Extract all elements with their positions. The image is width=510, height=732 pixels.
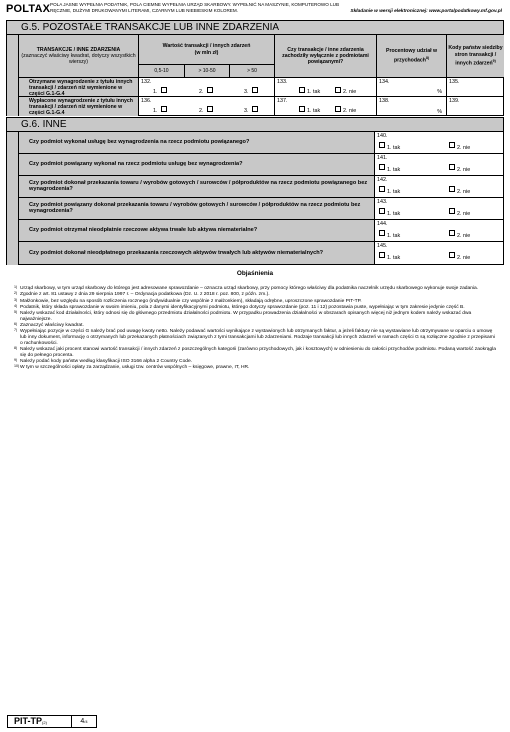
col-header-share bbox=[377, 35, 447, 78]
question-answer bbox=[375, 242, 504, 264]
yes-label: 1. tak bbox=[387, 255, 401, 261]
field-number: 141. bbox=[377, 155, 388, 161]
col-countries-sup: 9) bbox=[492, 58, 496, 63]
note-text: Zaznaczyć właściwy kwadrat. bbox=[20, 323, 84, 329]
checkbox-yes[interactable] bbox=[379, 142, 385, 148]
checkbox-no[interactable] bbox=[449, 164, 455, 170]
col-header-related bbox=[275, 35, 377, 78]
yes-label: 1. tak bbox=[307, 108, 321, 114]
no-label: 2. nie bbox=[343, 108, 357, 114]
checkbox-range-1[interactable] bbox=[161, 106, 167, 112]
checkbox-range-2[interactable] bbox=[207, 106, 213, 112]
brand-logo: POLTAX bbox=[6, 3, 51, 15]
no-label: 2. nie bbox=[343, 89, 357, 95]
note-number: 7) bbox=[14, 328, 18, 333]
note-number: 4) bbox=[14, 303, 18, 308]
col-share-sup: 8) bbox=[425, 55, 430, 60]
question-text: Czy podmiot dokonał nieodpłatnego przekazania rzeczowych aktywów trwałych lub aktywów niematerialnych? bbox=[19, 242, 375, 264]
checkbox-yes[interactable] bbox=[379, 186, 385, 192]
note-number: 8) bbox=[14, 346, 18, 351]
question-row bbox=[19, 132, 504, 154]
note-text: Urząd skarbowy, w tym urząd skarbowy do którego jest adresowane sprawozdanie – oznacza urząd skarbowy, przy pomocy którego właściwy dla podatnika naczelnik urzędu skarbowego wykonuje swoje zadania. bbox=[20, 286, 479, 291]
g5-row-paid-share[interactable] bbox=[377, 97, 447, 116]
note-item bbox=[14, 365, 496, 371]
yes-label: 1. tak bbox=[387, 211, 401, 217]
section-g5-title: G.5. POZOSTAŁE TRANSAKCJE LUB INNE ZDARZENIA bbox=[7, 21, 503, 35]
form-version: (2) bbox=[42, 720, 47, 725]
yes-label: 1. tak bbox=[387, 189, 401, 195]
checkbox-no[interactable] bbox=[449, 208, 455, 214]
option-label: 2. bbox=[199, 108, 204, 114]
field-number: 132. bbox=[141, 79, 152, 85]
col-value-label: Wartość transakcji / innych zdarzeń bbox=[162, 43, 251, 50]
field-number: 134. bbox=[379, 79, 390, 85]
g5-row-paid-countries[interactable] bbox=[447, 97, 504, 116]
checkbox-no[interactable] bbox=[449, 186, 455, 192]
g5-row-received-share[interactable] bbox=[377, 78, 447, 97]
option-label: 3. bbox=[244, 108, 249, 114]
checkbox-yes[interactable] bbox=[379, 230, 385, 236]
note-item bbox=[14, 286, 496, 292]
checkbox-yes[interactable] bbox=[379, 164, 385, 170]
note-number: 2) bbox=[14, 291, 18, 296]
g5-row-paid-related bbox=[275, 97, 377, 116]
question-row bbox=[19, 198, 504, 220]
checkbox-range-3[interactable] bbox=[252, 87, 258, 93]
field-number: 142. bbox=[377, 177, 388, 183]
question-text: Czy podmiot dokonał przekazania towaru / wyrobów gotowych / surowców / półproduktów na rzecz podmiotu powiązanego bez wynagrodzenia? bbox=[19, 176, 375, 197]
note-item bbox=[14, 311, 496, 322]
section-g5 bbox=[6, 20, 504, 116]
g5-row-paid-label: Wypłacone wynagrodzenie z tytułu innych transakcji / zdarzeń niż wymienione w części G.1-G.4 bbox=[19, 97, 139, 116]
question-row bbox=[19, 154, 504, 176]
field-number: 143. bbox=[377, 199, 388, 205]
col-value-sub: (w mln zł) bbox=[194, 49, 219, 56]
note-number: 10) bbox=[14, 364, 20, 369]
percent-sign: % bbox=[437, 89, 442, 95]
note-number: 1) bbox=[14, 285, 18, 289]
note-item bbox=[14, 329, 496, 346]
question-text: Czy podmiot powiązany wykonał na rzecz podmiotu usługę bez wynagrodzenia? bbox=[19, 154, 375, 175]
question-answer bbox=[375, 132, 504, 153]
checkbox-range-3[interactable] bbox=[252, 106, 258, 112]
section-side-bar bbox=[7, 35, 19, 116]
yes-label: 1. tak bbox=[307, 89, 321, 95]
col-header-value bbox=[139, 35, 275, 65]
percent-sign: % bbox=[437, 109, 442, 115]
note-item bbox=[14, 292, 496, 298]
question-text: Czy podmiot wykonał usługę bez wynagrodzenia na rzecz podmiotu powiązanego? bbox=[19, 132, 375, 153]
checkbox-no[interactable] bbox=[335, 87, 341, 93]
note-text: Podatnik, który składa sprawozdanie w swoim imieniu, pola z danymi identyfikacyjnymi podmiotu, którego dotyczy sprawozdanie (poz. 11 i 12) pozostawia puste, wypełniając w tym zakresie jedynie część B. bbox=[20, 304, 465, 310]
option-label: 1. bbox=[153, 108, 158, 114]
question-answer bbox=[375, 220, 504, 241]
col-type-label: TRANSAKCJE / INNE ZDARZENIA bbox=[36, 46, 121, 53]
note-text: W tym w szczególności opłaty za zarządzanie, usługi tzw. centrów wspólnych – księgowe, prawne, IT, HR. bbox=[20, 365, 250, 371]
checkbox-no[interactable] bbox=[449, 230, 455, 236]
notes-title: Objaśnienia bbox=[236, 270, 274, 277]
no-label: 2. nie bbox=[457, 255, 471, 261]
electronic-filing-note: Składanie w wersji elektronicznej: www.portalpodatkowy.mf.gov.pl bbox=[350, 9, 502, 14]
col-header-type bbox=[19, 35, 139, 78]
range-1: 0,5-10 bbox=[139, 65, 185, 78]
yes-label: 1. tak bbox=[387, 167, 401, 173]
field-number: 139. bbox=[449, 98, 460, 104]
yes-label: 1. tak bbox=[387, 145, 401, 151]
yes-label: 1. tak bbox=[387, 233, 401, 239]
page-current: 4 bbox=[80, 718, 85, 725]
note-text: Wypełniając pozycje w części G należy brać pod uwagę kwoty netto. Należy podawać wartości wynikające z wystawionych lub otrzymanych faktur, a jeżeli faktury nie są wystawiane lub otrzymywane w oparciu o umowę lub inny dokument, informację o otrzymanych lub przekazanych płatnościach związanych z tymi transakcjami lub zdarzeniami. Rodzaje transakcji lub innych zdarzeń w ramach części G są rozłączne zgodnie z przepisami o rachunkowości. bbox=[20, 329, 495, 346]
note-number: 6) bbox=[14, 322, 18, 327]
g5-row-received-related bbox=[275, 78, 377, 97]
range-3: > 50 bbox=[230, 65, 275, 78]
checkbox-range-2[interactable] bbox=[207, 87, 213, 93]
col-related-label: Czy transakcje / inne zdarzenia zachodziły wyłącznie z podmiotami powiązanymi? bbox=[282, 46, 369, 66]
question-answer bbox=[375, 154, 504, 175]
field-number: 133. bbox=[277, 79, 288, 85]
note-text: Należy wskazać jaki procent stanowi wartość transakcji / innych zdarzeń z poszczególnych kategorii (zarówno przychodowych, jak i kosztowych) w odniesieniu do całości przychodów podmiotu. Podaną wartość zaokrągla się do pełnego procenta. bbox=[20, 347, 496, 358]
note-number: 5) bbox=[14, 310, 18, 315]
form-code bbox=[8, 716, 72, 727]
form-footer bbox=[7, 715, 97, 728]
fill-instruction: POLA JASNE WYPEŁNIA PODATNIK, POLA CIEMNE WYPEŁNIA URZĄD SKARBOWY. WYPEŁNIĆ NA MASZYNIE, KOMPUTEROWO LUB RĘCZNIE, DUŻYMI DRUKOWANYMI LITERAMI, CZARNYM LUB NIEBIESKIM KOLOREM. bbox=[50, 2, 340, 13]
notes-list bbox=[14, 286, 496, 372]
checkbox-no[interactable] bbox=[449, 252, 455, 258]
option-label: 3. bbox=[244, 89, 249, 95]
question-row bbox=[19, 242, 504, 264]
no-label: 2. nie bbox=[457, 233, 471, 239]
question-row bbox=[19, 176, 504, 198]
form-code-label: PIT-TP bbox=[14, 716, 43, 726]
option-label: 1. bbox=[153, 89, 158, 95]
note-item bbox=[14, 347, 496, 358]
question-row bbox=[19, 220, 504, 242]
note-item bbox=[14, 299, 496, 305]
note-text: Zgodnie z art. 81 ustawy z dnia 29 sierpnia 1997 r. – Ordynacja podatkowa (Dz. U. z 2018 r. poz. 800, z późn. zm.). bbox=[20, 292, 270, 298]
field-number: 138. bbox=[379, 98, 390, 104]
checkbox-no[interactable] bbox=[449, 142, 455, 148]
note-number: 3) bbox=[14, 297, 18, 302]
checkbox-yes[interactable] bbox=[379, 252, 385, 258]
field-number: 140. bbox=[377, 133, 388, 139]
g5-row-paid-value bbox=[139, 97, 275, 116]
section-side-bar bbox=[7, 132, 19, 265]
col-share-label: Procentowy udział w przychodach bbox=[385, 48, 438, 64]
section-g6-title: G.6. INNE bbox=[7, 118, 503, 132]
no-label: 2. nie bbox=[457, 167, 471, 173]
range-2: > 10-50 bbox=[185, 65, 230, 78]
checkbox-yes[interactable] bbox=[299, 106, 305, 112]
note-number: 9) bbox=[14, 358, 18, 363]
checkbox-yes[interactable] bbox=[299, 87, 305, 93]
checkbox-range-1[interactable] bbox=[161, 87, 167, 93]
question-answer bbox=[375, 198, 504, 219]
checkbox-no[interactable] bbox=[335, 106, 341, 112]
no-label: 2. nie bbox=[457, 145, 471, 151]
note-item bbox=[14, 305, 496, 311]
field-number: 145. bbox=[377, 243, 388, 249]
no-label: 2. nie bbox=[457, 211, 471, 217]
field-number: 137. bbox=[277, 98, 288, 104]
page-number bbox=[72, 716, 96, 727]
checkbox-yes[interactable] bbox=[379, 208, 385, 214]
question-text: Czy podmiot otrzymał nieodpłatnie rzeczowe aktywa trwałe lub aktywa niematerialne? bbox=[19, 220, 375, 241]
field-number: 135. bbox=[449, 79, 460, 85]
g5-row-received-countries[interactable] bbox=[447, 78, 504, 97]
no-label: 2. nie bbox=[457, 189, 471, 195]
page-total: /4 bbox=[84, 719, 88, 724]
g5-row-received-value bbox=[139, 78, 275, 97]
section-g6 bbox=[6, 117, 504, 265]
col-type-sub: (zaznaczyć właściwy kwadrat, dotyczy wszystkich wierszy) bbox=[21, 52, 136, 66]
question-text: Czy podmiot powiązany dokonał przekazania towaru / wyrobów gotowych / surowców / półproduktów na rzecz podmiotu bez wynagrodzenia? bbox=[19, 198, 375, 219]
field-number: 144. bbox=[377, 221, 388, 227]
page-header bbox=[4, 2, 506, 18]
note-text: Należy podać kody państw według klasyfikacji ISO 3166 alpha 2 Country Code. bbox=[20, 359, 193, 365]
note-text: Małżonkowie, bez względu na sposób rozliczenia rocznego (indywidualnie czy wspólnie z małżonkiem), składają odrębne, uproszczone sprawozdanie PIT-TP. bbox=[20, 298, 362, 304]
note-text: Należy wskazać kod działalności, który odnosi się do głównego przedmiotu działalności podmiotu. W przypadku prowadzenia działalności w obszarach opisanych więcej niż jednym kodem należy wskazać dwa najważniejsze. bbox=[20, 311, 472, 322]
col-header-countries bbox=[447, 35, 504, 78]
col-countries-label: Kody państw siedziby stron transakcji / innych zdarzeń bbox=[448, 45, 503, 67]
field-number: 136. bbox=[141, 98, 152, 104]
option-label: 2. bbox=[199, 89, 204, 95]
g5-row-received-label: Otrzymane wynagrodzenie z tytułu innych transakcji / zdarzeń niż wymienione w części G.1-G.4 bbox=[19, 78, 139, 97]
question-answer bbox=[375, 176, 504, 197]
